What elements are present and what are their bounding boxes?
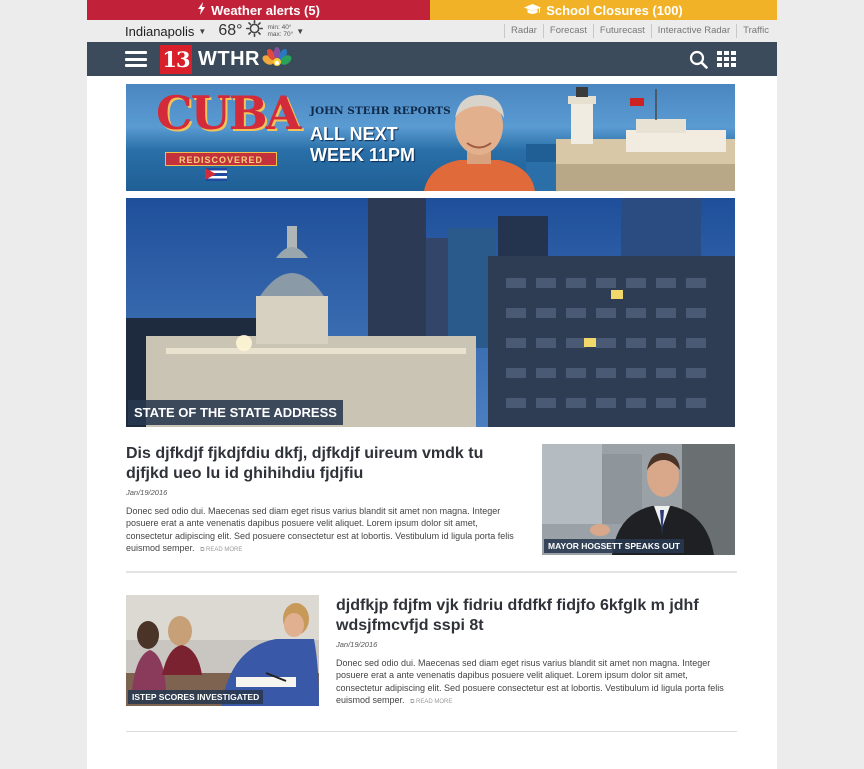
min-temp: min: 40° xyxy=(267,24,292,31)
reporter-photo xyxy=(419,88,539,191)
alerts-bar xyxy=(87,0,777,20)
graduation-cap-icon xyxy=(524,3,541,18)
link-forecast[interactable]: Forecast xyxy=(543,24,593,38)
link-radar[interactable]: Radar xyxy=(504,24,543,38)
cuba-banner-ad[interactable] xyxy=(126,84,735,191)
read-more-label: READ MORE xyxy=(206,546,243,553)
article-2-title[interactable]: djdfkjp fdjfm vjk fidriu dfdfkf fidjfo 6kfglk m jdhf wdsjfmcvfjd sspi 8t xyxy=(336,597,699,634)
hero-feature[interactable] xyxy=(126,198,735,427)
fortress-illustration xyxy=(526,84,735,191)
menu-icon[interactable] xyxy=(125,51,147,67)
hero-caption: STATE OF THE STATE ADDRESS xyxy=(128,400,343,425)
article-2-image[interactable] xyxy=(126,595,319,706)
current-weather[interactable] xyxy=(218,20,304,42)
article-2-date: Jan/19/2016 xyxy=(336,640,378,649)
min-max-temp xyxy=(268,24,294,38)
chevron-down-icon: ▼ xyxy=(296,26,305,36)
weather-alerts-button[interactable] xyxy=(87,0,430,20)
ad-byline: JOHN STEHR REPORTS xyxy=(310,105,451,117)
logo-number: 13 xyxy=(160,45,192,74)
chevron-down-icon: ▼ xyxy=(198,26,207,36)
weather-alerts-label: Weather alerts (5) xyxy=(211,2,320,18)
article-2-read-more[interactable] xyxy=(410,699,452,705)
external-link-icon: ⧉ xyxy=(410,698,415,705)
ad-line-1: ALL NEXT xyxy=(310,124,398,144)
top-links xyxy=(504,20,775,42)
article-1-body: Donec sed odio dui. Maecenas sed diam eget risus varius blandit sit amet non magna. Integer posuere erat a ante venenatis dapibus posuere velit aliquet. Lorem ipsum dolor sit amet, consectetur adipiscing elit. Sed posuere consectetur est at lobortis. Vestibulum id ligula porta felis euismod semper. xyxy=(126,506,514,553)
current-temp: 68° xyxy=(218,22,243,39)
school-closures-label: School Closures (100) xyxy=(546,2,683,18)
logo-text: WTHR xyxy=(198,48,260,70)
sun-icon xyxy=(246,20,263,42)
ad-schedule xyxy=(310,124,415,166)
search-icon[interactable] xyxy=(689,50,708,74)
article-2-body: Donec sed odio dui. Maecenas sed diam eget risus varius blandit sit amet non magna. Integer posuere erat a ante venenatis dapibus posuere velit aliquet. Lorem ipsum dolor sit amet, consectetur adipiscing elit. Sed posuere consectetur est at lobortis. Vestibulum id ligula porta felis euismod semper. xyxy=(336,658,724,705)
page xyxy=(87,0,777,769)
ad-line-2: WEEK 11PM xyxy=(310,145,416,165)
lightning-icon xyxy=(197,2,206,18)
link-traffic[interactable]: Traffic xyxy=(736,24,775,38)
divider xyxy=(126,731,737,732)
city-name: Indianapolis xyxy=(125,23,195,39)
article-1-summary xyxy=(126,505,521,556)
wthr-logo[interactable] xyxy=(160,45,292,74)
capitol-skyline-photo xyxy=(126,198,735,427)
ad-headline: CUBA xyxy=(156,86,300,140)
nbc-peacock-icon xyxy=(262,47,292,72)
read-more-label: READ MORE xyxy=(416,698,453,705)
school-closures-button[interactable] xyxy=(430,0,777,20)
article-1-image[interactable] xyxy=(542,444,735,555)
article-1-title[interactable]: Dis djfkdjf fjkdjfdiu dkfj, djfkdjf uireum vmdk tu djfjkd ueo lu id ghihihdiu fjdjfiu xyxy=(126,445,484,482)
cuban-flag-icon xyxy=(205,168,227,181)
external-link-icon: ⧉ xyxy=(200,546,205,553)
divider xyxy=(126,571,737,573)
ad-subheadline: REDISCOVERED xyxy=(165,152,277,166)
article-1-date: Jan/19/2016 xyxy=(126,488,168,497)
weather-links-bar xyxy=(87,20,777,42)
apps-grid-icon[interactable] xyxy=(717,51,737,67)
city-selector[interactable] xyxy=(125,24,206,39)
article-1-read-more[interactable] xyxy=(200,547,242,553)
article-2-image-caption: ISTEP SCORES INVESTIGATED xyxy=(128,690,263,704)
link-futurecast[interactable]: Futurecast xyxy=(593,24,651,38)
article-2-summary xyxy=(336,657,728,708)
link-interactive-radar[interactable]: Interactive Radar xyxy=(651,24,736,38)
article-1-image-caption: MAYOR HOGSETT SPEAKS OUT xyxy=(544,539,684,553)
main-nav xyxy=(87,42,777,76)
max-temp: max: 70° xyxy=(267,31,294,38)
